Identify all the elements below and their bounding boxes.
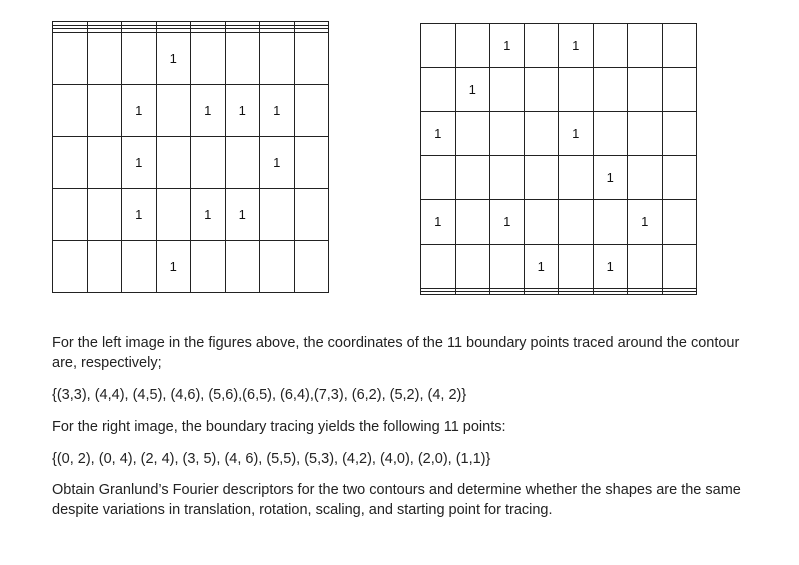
grid-cell: 1 [559, 24, 594, 68]
grid-cell: 1 [593, 156, 628, 200]
grid-cell [455, 112, 490, 156]
grid-cell [421, 291, 456, 294]
grid-cell: 1 [122, 85, 157, 137]
grid-cell [87, 137, 122, 189]
grid-cell [628, 244, 663, 288]
grid-cell [294, 33, 329, 85]
grid-row [53, 85, 329, 137]
problem-text [52, 333, 752, 520]
grid-row [421, 112, 697, 156]
grid-cell [156, 137, 191, 189]
grid-cell [87, 189, 122, 241]
grid-cell [593, 68, 628, 112]
grid-cell [593, 24, 628, 68]
grid-cell [122, 240, 157, 292]
grid-cell [628, 156, 663, 200]
grid-row [421, 24, 697, 68]
grid-cell [260, 189, 295, 241]
grid-cell [294, 240, 329, 292]
grid-cell [662, 68, 697, 112]
grid-cell [524, 200, 559, 244]
grid-cell [294, 137, 329, 189]
grid-cell [455, 244, 490, 288]
grid-cell: 1 [191, 85, 226, 137]
grid-row [421, 68, 697, 112]
grid-cell [156, 85, 191, 137]
grid-cell [156, 189, 191, 241]
grid-cell [260, 33, 295, 85]
grid-cell [593, 200, 628, 244]
grid-cell: 1 [156, 240, 191, 292]
grid-cell: 1 [225, 85, 260, 137]
grid-cell [559, 156, 594, 200]
grid-cell: 1 [490, 200, 525, 244]
grid-cell [53, 33, 88, 85]
grid-row [53, 189, 329, 241]
grid-cell: 1 [260, 85, 295, 137]
grid-cell [490, 112, 525, 156]
left-grid [52, 21, 329, 293]
grid-cell [559, 291, 594, 294]
grid-cell [455, 24, 490, 68]
grid-cell [225, 240, 260, 292]
grid-cell [662, 156, 697, 200]
grid-cell [421, 244, 456, 288]
right-grid [420, 23, 697, 295]
grid-cell: 1 [593, 244, 628, 288]
grid-cell [191, 33, 226, 85]
grid-cell [628, 291, 663, 294]
grid-row [421, 200, 697, 244]
grid-cell [225, 137, 260, 189]
grid-cell: 1 [421, 112, 456, 156]
grid-cell: 1 [122, 137, 157, 189]
grid-cell [628, 112, 663, 156]
grid-cell [524, 156, 559, 200]
grid-cell [53, 137, 88, 189]
grid-cell: 1 [421, 200, 456, 244]
grid-cell [87, 85, 122, 137]
grid-cell: 1 [225, 189, 260, 241]
grid-cell [191, 240, 226, 292]
grid-cell [662, 200, 697, 244]
grid-cell [421, 156, 456, 200]
grid-cell [53, 85, 88, 137]
paragraph-task: Obtain Granlund’s Fourier descriptors for the two contours and determine whether the shapes are the same despite variations in translation, rotation, scaling, and starting point for tracing. [52, 482, 741, 518]
grid-cell [421, 68, 456, 112]
left-boundary-points: {(3,3), (4,4), (4,5), (4,6), (5,6),(6,5), (6,4),(7,3), (6,2), (5,2), (4, 2)} [52, 387, 467, 403]
grid-cell [87, 33, 122, 85]
grid-cell [122, 33, 157, 85]
grid-cell [559, 244, 594, 288]
grid-cell: 1 [490, 24, 525, 68]
grid-cell [455, 156, 490, 200]
grid-cell [559, 200, 594, 244]
grid-cell [191, 137, 226, 189]
grid-cell [260, 240, 295, 292]
grid-cell: 1 [156, 33, 191, 85]
right-boundary-points: {(0, 2), (0, 4), (2, 4), (3, 5), (4, 6), (5,5), (5,3), (4,2), (4,0), (2,0), (1,1)} [52, 451, 491, 467]
grid-cell [662, 24, 697, 68]
grid-row [53, 33, 329, 85]
grid-cell [662, 291, 697, 294]
grid-cell [87, 240, 122, 292]
grid-cell: 1 [191, 189, 226, 241]
grid-cell [628, 68, 663, 112]
grid-cell [490, 68, 525, 112]
grid-cell [53, 189, 88, 241]
grid-cell [524, 112, 559, 156]
grid-row [53, 137, 329, 189]
grid-cell [524, 291, 559, 294]
grid-row [53, 240, 329, 292]
grid-cell [455, 200, 490, 244]
grid-cell [490, 291, 525, 294]
grid-row [421, 291, 697, 294]
grid-cell [225, 33, 260, 85]
grid-row [421, 244, 697, 288]
grid-cell [524, 68, 559, 112]
grid-cell [593, 291, 628, 294]
grid-cell: 1 [122, 189, 157, 241]
grid-cell: 1 [455, 68, 490, 112]
grid-cell: 1 [559, 112, 594, 156]
grid-cell [53, 240, 88, 292]
grid-cell [421, 24, 456, 68]
grid-cell [662, 112, 697, 156]
grid-cell [662, 244, 697, 288]
grid-cell: 1 [628, 200, 663, 244]
grid-cell [490, 156, 525, 200]
grid-cell [455, 291, 490, 294]
grid-cell [593, 112, 628, 156]
grid-cell [559, 68, 594, 112]
grid-cell [524, 24, 559, 68]
grid-cell: 1 [524, 244, 559, 288]
grid-cell [490, 244, 525, 288]
grid-cell: 1 [260, 137, 295, 189]
paragraph-left-description: For the left image in the figures above, the coordinates of the 11 boundary points traced around the contour are, respectively; [52, 335, 740, 371]
paragraph-right-description: For the right image, the boundary tracing yields the following 11 points: [52, 419, 506, 435]
grid-cell [294, 189, 329, 241]
grid-row [421, 156, 697, 200]
grid-cell [628, 24, 663, 68]
grid-cell [294, 85, 329, 137]
